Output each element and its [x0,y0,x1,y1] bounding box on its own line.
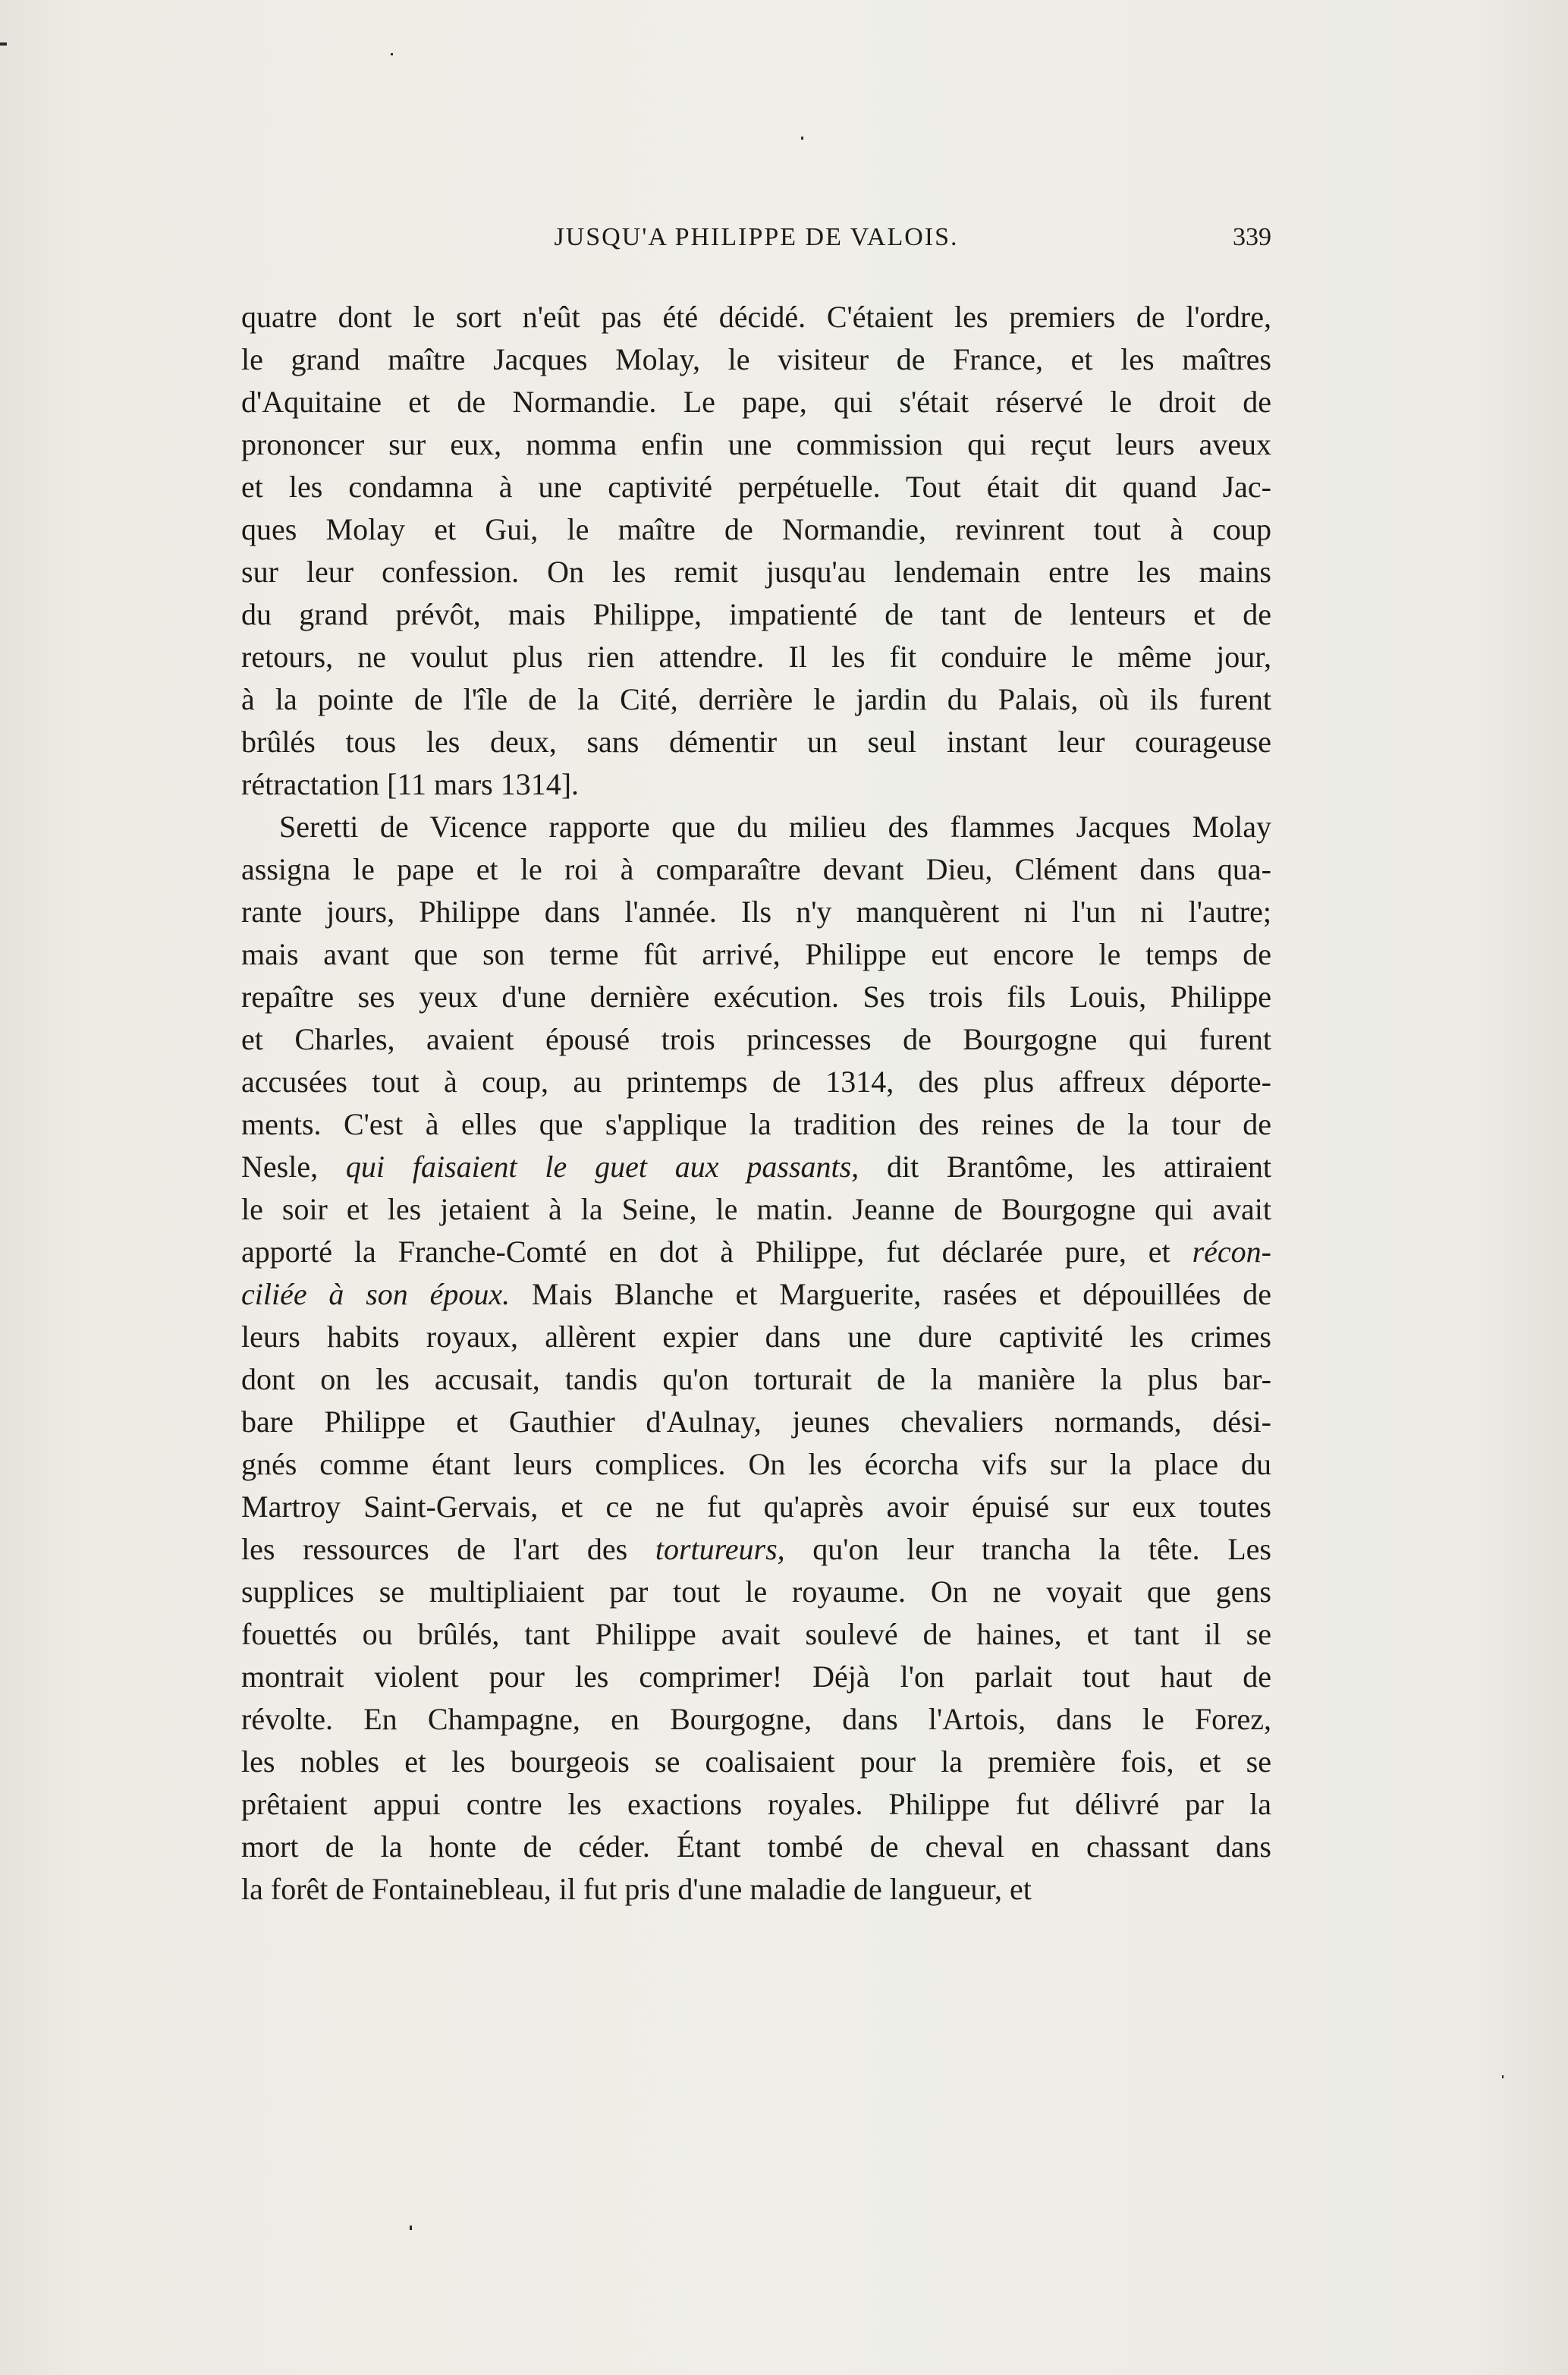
text-segment: le grand maître Jacques Molay, le visiteur de France, et les maîtres [241,342,1271,376]
text-line [241,423,1271,466]
text-line [241,806,1271,848]
text-line [241,1018,1271,1061]
text-line [241,1698,1271,1741]
text-line [241,1783,1271,1826]
text-segment: les nobles et les bourgeois se coalisaient pour la première fois, et se [241,1744,1271,1779]
text-segment: Seretti de Vicence rapporte que du milieu des flammes Jacques Molay [279,810,1271,844]
text-line [241,763,1271,806]
text-segment: dit Brantôme, les attiraient [859,1150,1271,1184]
text-line [241,976,1271,1018]
text-segment: montrait violent pour les comprimer! Déjà l'on parlait tout haut de [241,1659,1271,1694]
text-segment: d'Aquitaine et de Normandie. Le pape, qui s'était réservé le droit de [241,385,1271,419]
paper-speck [801,137,803,140]
edge-speck [0,42,7,46]
text-segment: ques Molay et Gui, le maître de Normandie, revinrent tout à coup [241,512,1271,546]
text-line [241,891,1271,933]
text-segment: bare Philippe et Gauthier d'Aulnay, jeunes chevaliers normands, dési- [241,1405,1271,1439]
text-segment: fouettés ou brûlés, tant Philippe avait soulevé de haines, et tant il se [241,1617,1271,1651]
text-line [241,636,1271,678]
text-segment: brûlés tous les deux, sans démentir un seul instant leur courageuse [241,725,1271,759]
text-line [241,678,1271,721]
text-line [241,381,1271,423]
text-segment: du grand prévôt, mais Philippe, impatienté de tant de lenteurs et de [241,597,1271,631]
text-segment: sur leur confession. On les remit jusqu'au lendemain entre les mains [241,555,1271,589]
running-title: JUSQU'A PHILIPPE DE VALOIS. [554,223,959,251]
text-line [241,1061,1271,1103]
text-line [241,1146,1271,1188]
italic-text: récon- [1192,1235,1271,1269]
running-header [241,219,1271,256]
text-segment: qu'on leur trancha la tête. Les [784,1532,1271,1566]
text-line [241,1656,1271,1698]
text-segment: le soir et les jetaient à la Seine, le matin. Jeanne de Bourgogne qui avait [241,1192,1271,1226]
text-segment: Mais Blanche et Marguerite, rasées et dépouillées de [510,1277,1271,1311]
text-line [241,1103,1271,1146]
paragraph [241,296,1271,806]
italic-text: tortureurs, [655,1532,785,1566]
text-line [241,1273,1271,1316]
text-line [241,1188,1271,1231]
text-segment: gnés comme étant leurs complices. On les écorcha vifs sur la place du [241,1447,1271,1481]
text-line [241,551,1271,593]
text-line [241,721,1271,763]
text-line [241,1868,1271,1911]
text-segment: supplices se multipliaient par tout le royaume. On ne voyait que gens [241,1574,1271,1609]
text-line [241,1231,1271,1273]
text-line [241,338,1271,381]
paper-speck [410,2226,412,2230]
text-line [241,593,1271,636]
text-line [241,1741,1271,1783]
text-segment: prononcer sur eux, nomma enfin une commission qui reçut leurs aveux [241,427,1271,461]
text-segment: leurs habits royaux, allèrent expier dans une dure captivité les crimes [241,1320,1271,1354]
text-segment: repaître ses yeux d'une dernière exécution. Ses trois fils Louis, Philippe [241,980,1271,1014]
text-line [241,848,1271,891]
paragraph [241,806,1271,1911]
text-line [241,1316,1271,1358]
text-line [241,1528,1271,1571]
text-segment: les ressources de l'art des [241,1532,655,1566]
text-line [241,1443,1271,1486]
text-line [241,466,1271,508]
page-number: 339 [1233,223,1271,251]
paper-speck [391,53,393,55]
text-segment: ments. C'est à elles que s'applique la tradition des reines de la tour de [241,1107,1271,1141]
text-segment: à la pointe de l'île de la Cité, derrière le jardin du Palais, où ils furent [241,682,1271,716]
text-line [241,1486,1271,1528]
text-segment: Martroy Saint-Gervais, et ce ne fut qu'après avoir épuisé sur eux toutes [241,1489,1271,1524]
text-line [241,1826,1271,1868]
text-segment: mais avant que son terme fût arrivé, Philippe eut encore le temps de [241,937,1271,971]
text-segment: quatre dont le sort n'eût pas été décidé. C'étaient les premiers de l'ordre, [241,300,1271,334]
text-segment: et Charles, avaient épousé trois princesses de Bourgogne qui furent [241,1022,1271,1056]
text-line [241,1613,1271,1656]
text-segment: rétractation [11 mars 1314]. [241,767,580,801]
text-line [241,1358,1271,1401]
text-line [241,296,1271,338]
italic-text: ciliée à son époux. [241,1277,511,1311]
text-segment: assigna le pape et le roi à comparaître devant Dieu, Clément dans qua- [241,852,1271,886]
text-segment: prêtaient appui contre les exactions royales. Philippe fut délivré par la [241,1787,1271,1821]
text-line [241,1571,1271,1613]
text-segment: et les condamna à une captivité perpétuelle. Tout était dit quand Jac- [241,470,1271,504]
text-line [241,933,1271,976]
text-segment: apporté la Franche-Comté en dot à Philippe, fut déclarée pure, et [241,1235,1192,1269]
text-segment: révolte. En Champagne, en Bourgogne, dans l'Artois, dans le Forez, [241,1702,1271,1736]
text-segment: accusées tout à coup, au printemps de 1314, des plus affreux déporte- [241,1065,1271,1099]
text-segment: retours, ne voulut plus rien attendre. Il les fit conduire le même jour, [241,640,1271,674]
text-line [241,508,1271,551]
text-segment: mort de la honte de céder. Étant tombé de cheval en chassant dans [241,1829,1271,1864]
text-segment: rante jours, Philippe dans l'année. Ils n'y manquèrent ni l'un ni l'autre; [241,895,1271,929]
body-text [241,296,1271,1911]
italic-text: qui faisaient le guet aux passants, [345,1150,859,1184]
text-line [241,1401,1271,1443]
text-segment: Nesle, [241,1150,346,1184]
text-segment: dont on les accusait, tandis qu'on torturait de la manière la plus bar- [241,1362,1271,1396]
paper-speck [1502,2075,1504,2078]
text-segment: la forêt de Fontainebleau, il fut pris d'une maladie de langueur, et [241,1872,1032,1906]
